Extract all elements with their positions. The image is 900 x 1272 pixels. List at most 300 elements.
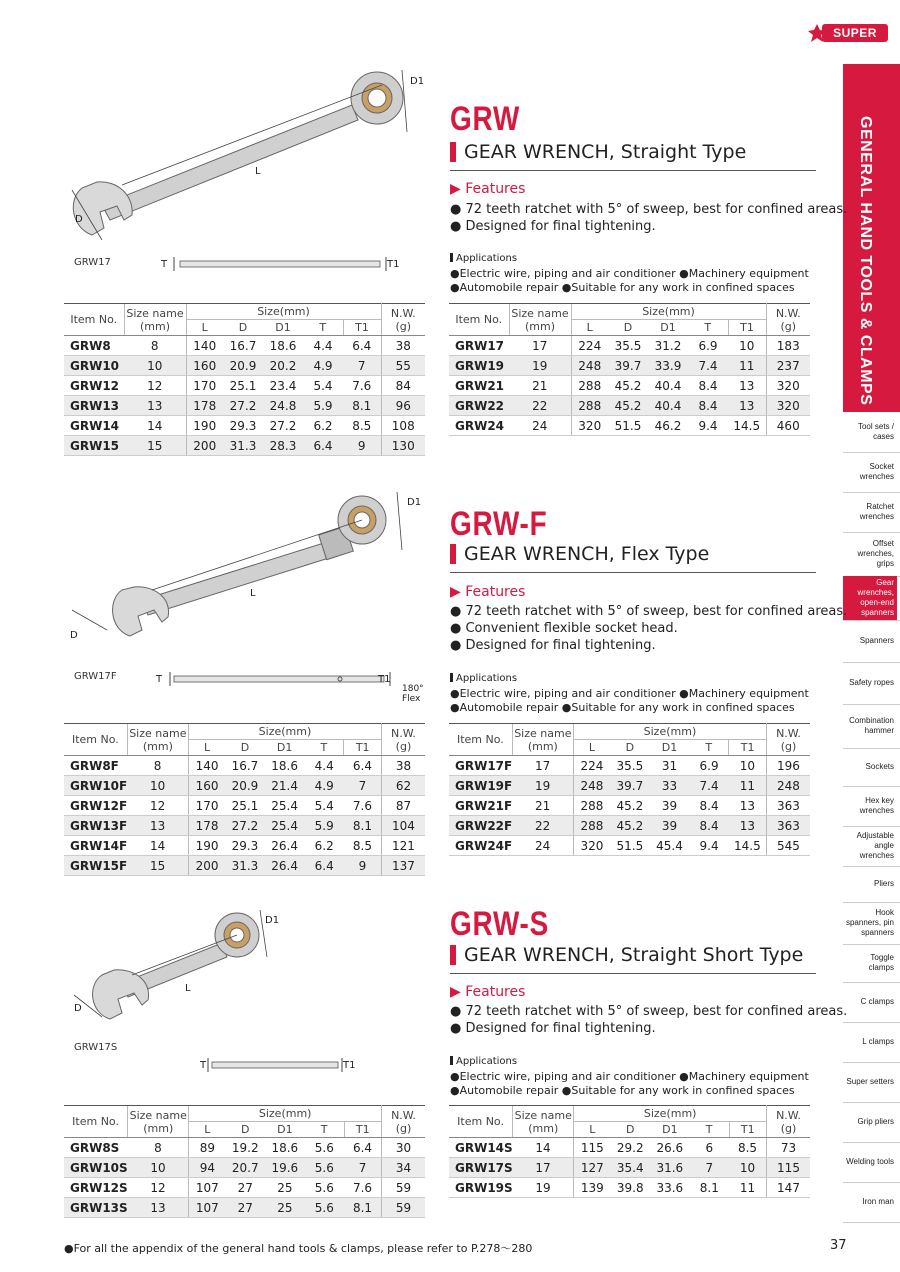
table-row: [64, 356, 425, 376]
table-cell: 248: [766, 776, 810, 796]
grw-s-table-right: [449, 1105, 810, 1198]
table-cell: 8.4: [688, 396, 728, 416]
feature-item: ● Convenient flexible socket head.: [450, 621, 678, 636]
table-cell: 320: [766, 376, 810, 396]
item-number-cell: GRW12S: [64, 1178, 128, 1198]
table-cell: 31.3: [223, 436, 263, 456]
grw-s-subtitle-row: [450, 944, 803, 966]
table-header-cell: D: [610, 1122, 650, 1138]
table-cell: 89: [189, 1138, 226, 1158]
table-cell: 33: [650, 776, 690, 796]
table-header-cell: D1: [265, 740, 305, 756]
table-cell: 10: [729, 1158, 766, 1178]
grw-f-dim-t1: T1: [378, 674, 391, 685]
nw-unit: (g): [780, 319, 797, 333]
nw-label: N.W.: [775, 306, 801, 320]
nw-label: N.W.: [776, 726, 801, 740]
table-row: [449, 816, 810, 836]
features-label: Features: [465, 181, 526, 197]
table-header-cell: Size(mm): [573, 724, 766, 740]
grw-f-features-heading: ▶ Features: [450, 584, 526, 600]
item-number-cell: GRW8S: [64, 1138, 128, 1158]
application-line: ●Automobile repair ●Suitable for any work in confined spaces: [450, 1084, 795, 1097]
application-line: ●Automobile repair ●Suitable for any work in confined spaces: [450, 281, 795, 294]
table-cell: 20.7: [225, 1158, 265, 1178]
table-cell: 170: [188, 796, 225, 816]
table-cell: 27: [225, 1178, 265, 1198]
table-cell: 5.4: [304, 796, 343, 816]
table-cell: 31.6: [650, 1158, 690, 1178]
table-header-cell: [381, 724, 425, 756]
table-header-cell: Item No.: [64, 724, 127, 756]
table-header-cell: Size(mm): [186, 304, 381, 320]
sidebar-item[interactable]: C clamps: [860, 997, 894, 1006]
item-number-cell: GRW21: [449, 376, 509, 396]
table-cell: 31.2: [648, 336, 688, 356]
table-cell: 21.4: [265, 776, 305, 796]
table-cell: 320: [766, 396, 810, 416]
table-cell: 13: [128, 1198, 189, 1218]
feature-item: ● 72 teeth ratchet with 5° of sweep, best for confined areas.: [450, 1004, 848, 1019]
grw-f-dim-t: T: [156, 674, 163, 685]
table-header-cell: T1: [343, 320, 381, 336]
table-cell: 45.4: [650, 836, 690, 856]
table-header-cell: T1: [344, 740, 382, 756]
table-cell: 20.2: [263, 356, 303, 376]
table-cell: 8.4: [689, 796, 728, 816]
table-cell: 7.6: [343, 376, 381, 396]
nw-unit: (g): [395, 739, 412, 753]
grw-s-applications-heading: Applications: [450, 1056, 517, 1067]
table-cell: 29.3: [225, 836, 265, 856]
sidebar-item[interactable]: Hook spanners, pin spanners: [845, 908, 894, 937]
table-cell: 5.6: [305, 1138, 344, 1158]
table-cell: 25.1: [223, 376, 263, 396]
table-header-cell: Size(mm): [189, 1106, 382, 1122]
divider: [450, 973, 816, 974]
nw-label: N.W.: [391, 1108, 416, 1122]
table-cell: 4.4: [304, 756, 343, 776]
table-cell: 20.9: [223, 356, 263, 376]
feature-item: ● Designed for final tightening.: [450, 219, 656, 234]
grw-s-subtitle: GEAR WRENCH, Straight Short Type: [464, 944, 804, 966]
table-cell: 6.4: [343, 336, 381, 356]
item-number-cell: GRW24: [449, 416, 509, 436]
table-header-cell: T: [689, 740, 728, 756]
item-number-cell: GRW19S: [449, 1178, 513, 1198]
table-cell: 10: [128, 1158, 189, 1178]
table-cell: 15: [124, 436, 186, 456]
sidebar-item[interactable]: L clamps: [862, 1037, 894, 1046]
table-cell: 8.5: [343, 416, 381, 436]
table-cell: 16.7: [225, 756, 265, 776]
grw-s-dim-t: T: [200, 1060, 207, 1071]
table-cell: 139: [574, 1178, 611, 1198]
table-row: [449, 356, 810, 376]
table-cell: 17: [513, 1158, 574, 1178]
table-cell: 39.7: [608, 356, 648, 376]
size-name-unit: (mm): [527, 739, 558, 753]
table-cell: 21: [509, 376, 571, 396]
feature-text: 72 teeth ratchet with 5° of sweep, best for confined areas.: [465, 1004, 848, 1019]
table-cell: 8.5: [344, 836, 382, 856]
table-cell: 25: [265, 1198, 305, 1218]
table-row: [64, 776, 425, 796]
table-cell: 73: [767, 1138, 811, 1158]
table-cell: 196: [766, 756, 810, 776]
table-header-cell: D1: [650, 1122, 690, 1138]
table-cell: 224: [573, 756, 610, 776]
table-cell: 7.4: [689, 776, 728, 796]
table-cell: 10: [124, 356, 186, 376]
table-header-cell: D: [223, 320, 263, 336]
table-cell: 363: [766, 796, 810, 816]
table-cell: 6.2: [303, 416, 343, 436]
table-header-cell: T1: [729, 740, 767, 756]
grw-dim-t: T: [161, 259, 168, 270]
feature-text: 72 teeth ratchet with 5° of sweep, best for confined areas.: [465, 604, 848, 619]
table-cell: 14.5: [729, 836, 767, 856]
application-line: ●Automobile repair ●Suitable for any work in confined spaces: [450, 701, 795, 714]
table-cell: 12: [128, 1178, 189, 1198]
grw-f-subtitle-row: [450, 543, 709, 565]
table-cell: 96: [381, 396, 425, 416]
table-cell: 24: [509, 416, 571, 436]
table-cell: 288: [573, 816, 610, 836]
table-cell: 34: [382, 1158, 426, 1178]
sidebar-divider: [843, 1222, 900, 1223]
size-name-label: Size name: [511, 306, 569, 320]
grw-s-applications: [450, 1070, 809, 1098]
table-cell: 288: [571, 376, 608, 396]
table-cell: 45.2: [608, 376, 648, 396]
table-cell: 13: [728, 376, 766, 396]
table-cell: 6.9: [688, 336, 728, 356]
table-header-cell: T: [690, 1122, 729, 1138]
table-cell: 16.7: [223, 336, 263, 356]
table-header-cell: T1: [344, 1122, 381, 1138]
sidebar-item[interactable]: Adjustable angle wrenches: [856, 831, 894, 860]
item-number-cell: GRW14: [64, 416, 124, 436]
table-cell: 320: [573, 836, 610, 856]
divider: [450, 572, 816, 573]
grw-s-feature-list: [450, 1003, 847, 1037]
size-name-unit: (mm): [524, 319, 555, 333]
table-header-cell: D: [608, 320, 648, 336]
table-cell: 7: [690, 1158, 729, 1178]
table-header-cell: D1: [263, 320, 303, 336]
sidebar-item[interactable]: Iron man: [862, 1197, 894, 1206]
table-cell: 5.4: [303, 376, 343, 396]
table-cell: 14.5: [728, 416, 766, 436]
grw-features-heading: ▶ Features: [450, 181, 526, 197]
item-number-cell: GRW12F: [64, 796, 127, 816]
feature-text: 72 teeth ratchet with 5° of sweep, best for confined areas.: [465, 202, 848, 217]
logo-text: SUPER: [822, 24, 888, 42]
feature-item: ● 72 teeth ratchet with 5° of sweep, best for confined areas.: [450, 202, 848, 217]
dim-label-d: D: [74, 1003, 82, 1014]
table-cell: 59: [382, 1178, 426, 1198]
grw-title: GRW: [450, 100, 521, 138]
application-line: ●Electric wire, piping and air conditioner ●Machinery equipment: [450, 1070, 809, 1083]
table-cell: 288: [571, 396, 608, 416]
grw-s-wrench-drawing: [62, 905, 342, 1025]
table-cell: 40.4: [648, 376, 688, 396]
table-cell: 18.6: [265, 1138, 305, 1158]
table-cell: 178: [186, 396, 223, 416]
table-cell: 84: [381, 376, 425, 396]
item-number-cell: GRW22: [449, 396, 509, 416]
grw-f-image-caption: GRW17F: [74, 671, 117, 682]
table-cell: 4.9: [304, 776, 343, 796]
table-header-cell: T1: [728, 320, 766, 336]
application-line: ●Electric wire, piping and air conditioner ●Machinery equipment: [450, 267, 809, 280]
table-header-cell: L: [186, 320, 223, 336]
sidebar-item[interactable]: Hex key wrenches: [859, 796, 894, 815]
sidebar-item[interactable]: Welding tools: [846, 1157, 894, 1166]
table-cell: 11: [729, 776, 767, 796]
sidebar-item[interactable]: Pliers: [873, 879, 894, 888]
table-header-cell: Size(mm): [574, 1106, 767, 1122]
size-name-unit: (mm): [143, 1121, 174, 1135]
table-cell: 87: [381, 796, 425, 816]
table-cell: 14: [513, 1138, 574, 1158]
table-cell: 22: [512, 816, 573, 836]
table-header-cell: L: [573, 740, 610, 756]
table-cell: 33.9: [648, 356, 688, 376]
table-header-cell: [767, 1106, 811, 1138]
table-header-cell: [128, 1106, 189, 1138]
nw-unit: (g): [780, 739, 797, 753]
table-header-cell: Item No.: [449, 1106, 513, 1138]
table-cell: 19.6: [265, 1158, 305, 1178]
table-cell: 27.2: [223, 396, 263, 416]
item-number-cell: GRW17S: [449, 1158, 513, 1178]
table-cell: 38: [381, 336, 425, 356]
table-cell: 4.9: [303, 356, 343, 376]
grw-s-side-profile: [200, 1056, 350, 1076]
table-cell: 35.5: [608, 336, 648, 356]
table-cell: 15: [127, 856, 188, 876]
grw-f-wrench-drawing: [62, 490, 432, 650]
table-cell: 22: [509, 396, 571, 416]
grw-f-feature-list: [450, 603, 847, 654]
table-header-cell: [127, 724, 188, 756]
table-cell: 25.4: [265, 796, 305, 816]
table-row: [449, 1158, 810, 1178]
table-cell: 31: [650, 756, 690, 776]
item-number-cell: GRW13: [64, 396, 124, 416]
table-row: [64, 1138, 425, 1158]
nw-unit: (g): [780, 1121, 797, 1135]
table-row: [449, 836, 810, 856]
sidebar-item[interactable]: Spanners: [859, 636, 894, 645]
grw-f-subtitle: GEAR WRENCH, Flex Type: [464, 543, 710, 565]
size-name-label: Size name: [129, 1108, 187, 1122]
table-cell: 5.6: [305, 1178, 344, 1198]
table-cell: 39.8: [610, 1178, 650, 1198]
table-header-cell: L: [189, 1122, 226, 1138]
table-cell: 19: [513, 1178, 574, 1198]
grw-image-caption: GRW17: [74, 257, 111, 268]
table-cell: 39: [650, 796, 690, 816]
table-cell: 9: [343, 436, 381, 456]
sidebar-item[interactable]: Super setters: [846, 1077, 894, 1086]
grw-table-right: [449, 303, 810, 436]
table-cell: 38: [381, 756, 425, 776]
grw-s-features-heading: ▶ Features: [450, 984, 526, 1000]
feature-text: Designed for final tightening.: [465, 1021, 656, 1036]
table-header-cell: [512, 724, 573, 756]
sidebar-item[interactable]: Tool sets / cases: [857, 422, 894, 441]
table-header-cell: [766, 304, 810, 336]
table-cell: 545: [766, 836, 810, 856]
dim-label-d: D: [75, 214, 83, 225]
table-row: [449, 1178, 810, 1198]
table-cell: 10: [728, 336, 766, 356]
table-row: [64, 816, 425, 836]
table-cell: 12: [124, 376, 186, 396]
dim-label-d1: D1: [265, 915, 280, 926]
table-cell: 35.4: [610, 1158, 650, 1178]
accent-bar: [450, 142, 456, 162]
table-cell: 9.4: [688, 416, 728, 436]
table-header-cell: L: [571, 320, 608, 336]
sidebar-item[interactable]: Gear wrenches, open-end spanners: [843, 576, 897, 620]
table-cell: 160: [188, 776, 225, 796]
table-cell: 9: [344, 856, 382, 876]
table-cell: 7.6: [344, 1178, 381, 1198]
table-cell: 94: [189, 1158, 226, 1178]
feature-text: Designed for final tightening.: [465, 638, 656, 653]
table-cell: 14: [127, 836, 188, 856]
table-cell: 59: [382, 1198, 426, 1218]
dim-label-l: L: [250, 588, 256, 599]
item-number-cell: GRW10: [64, 356, 124, 376]
table-cell: 12: [127, 796, 188, 816]
item-number-cell: GRW22F: [449, 816, 512, 836]
table-cell: 40.4: [648, 396, 688, 416]
table-cell: 7.4: [688, 356, 728, 376]
table-cell: 19.2: [225, 1138, 265, 1158]
item-number-cell: GRW12: [64, 376, 124, 396]
sidebar-item[interactable]: Sockets: [865, 762, 894, 771]
table-cell: 39: [650, 816, 690, 836]
sidebar-item[interactable]: Combination hammer: [849, 716, 894, 735]
table-cell: 200: [188, 856, 225, 876]
item-number-cell: GRW14S: [449, 1138, 513, 1158]
item-number-cell: GRW21F: [449, 796, 512, 816]
table-header-cell: [509, 304, 571, 336]
table-cell: 8.5: [729, 1138, 766, 1158]
table-row: [449, 396, 810, 416]
sidebar-item[interactable]: Toggle clamps: [868, 953, 894, 972]
table-cell: 24: [512, 836, 573, 856]
sidebar-item[interactable]: Offset wrenches, grips: [857, 539, 894, 568]
item-number-cell: GRW15: [64, 436, 124, 456]
table-cell: 115: [574, 1138, 611, 1158]
table-cell: 8.4: [688, 376, 728, 396]
table-cell: 8.1: [343, 396, 381, 416]
feature-item: ● Designed for final tightening.: [450, 638, 656, 653]
nw-label: N.W.: [391, 726, 416, 740]
table-cell: 9.4: [689, 836, 728, 856]
dim-label-l: L: [255, 166, 261, 177]
table-cell: 160: [186, 356, 223, 376]
grw-s-image-caption: GRW17S: [74, 1042, 118, 1053]
features-label: Features: [465, 984, 526, 1000]
item-number-cell: GRW24F: [449, 836, 512, 856]
grw-side-profile: [160, 255, 400, 275]
table-cell: 17: [509, 336, 571, 356]
sidebar-item[interactable]: Safety ropes: [849, 678, 894, 687]
table-cell: 46.2: [648, 416, 688, 436]
table-cell: 130: [381, 436, 425, 456]
table-header-cell: D1: [648, 320, 688, 336]
table-cell: 137: [381, 856, 425, 876]
table-cell: 288: [573, 796, 610, 816]
table-header-cell: [124, 304, 186, 336]
sidebar-item[interactable]: Grip pliers: [857, 1117, 894, 1126]
table-cell: 51.5: [610, 836, 650, 856]
table-cell: 28.3: [263, 436, 303, 456]
table-cell: 183: [766, 336, 810, 356]
table-cell: 13: [729, 816, 767, 836]
table-header-cell: Item No.: [64, 304, 124, 336]
sidebar-item[interactable]: Socket wrenches: [859, 462, 894, 481]
table-cell: 45.2: [608, 396, 648, 416]
table-header-cell: D1: [265, 1122, 305, 1138]
table-row: [449, 416, 810, 436]
application-line: ●Electric wire, piping and air conditioner ●Machinery equipment: [450, 687, 809, 700]
table-cell: 7: [343, 356, 381, 376]
table-row: [64, 396, 425, 416]
grw-dim-t1: T1: [387, 259, 400, 270]
size-name-label: Size name: [126, 306, 184, 320]
grw-subtitle-row: [450, 141, 746, 163]
table-cell: 31.3: [225, 856, 265, 876]
table-header-cell: [381, 304, 425, 336]
table-header-cell: Item No.: [64, 1106, 128, 1138]
table-cell: 104: [381, 816, 425, 836]
grw-f-applications-heading: Applications: [450, 673, 517, 684]
table-cell: 39.7: [610, 776, 650, 796]
item-number-cell: GRW19F: [449, 776, 512, 796]
table-row: [64, 1198, 425, 1218]
brand-logo: [806, 22, 888, 44]
footer-note: ●For all the appendix of the general hand tools & clamps, please refer to P.278～280: [64, 1242, 533, 1255]
sidebar-item[interactable]: Ratchet wrenches: [859, 502, 894, 521]
table-cell: 7: [344, 1158, 381, 1178]
table-cell: 200: [186, 436, 223, 456]
table-cell: 8: [124, 336, 186, 356]
table-cell: 29.2: [610, 1138, 650, 1158]
table-header-cell: T: [688, 320, 728, 336]
grw-f-side-profile: [160, 670, 400, 690]
table-cell: 121: [381, 836, 425, 856]
table-cell: 363: [766, 816, 810, 836]
table-cell: 13: [127, 816, 188, 836]
table-cell: 30: [382, 1138, 426, 1158]
table-cell: 8: [127, 756, 188, 776]
item-number-cell: GRW17F: [449, 756, 512, 776]
table-cell: 115: [767, 1158, 811, 1178]
table-cell: 5.6: [305, 1158, 344, 1178]
item-number-cell: GRW13F: [64, 816, 127, 836]
size-name-unit: (mm): [142, 739, 173, 753]
table-cell: 20.9: [225, 776, 265, 796]
table-header-cell: T: [303, 320, 343, 336]
